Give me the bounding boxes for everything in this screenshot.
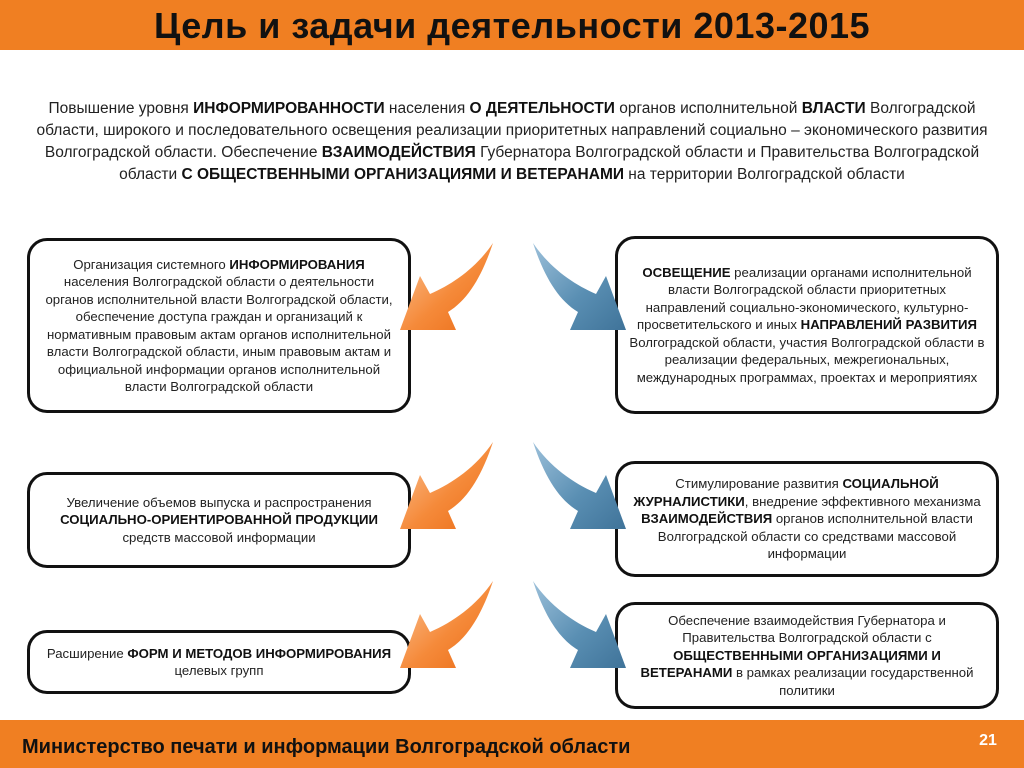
footer-ministry-name: Министерство печати и информации Волгоградской области	[22, 736, 631, 758]
body-text: , внедрение эффективного механизма	[744, 493, 981, 509]
body-text: Волгоградской области, участия Волгоградской области в реализации федеральных, межрегиональных, международных программах, проектах и мероприятиях	[629, 334, 985, 385]
body-text: Волгоградской области, широкого и последовательного освещения реализации приоритетных направлений социально – экономического развития Волгоградской области. Обеспечение	[36, 100, 988, 161]
emphasis-text: С ОБЩЕСТВЕННЫМИ ОРГАНИЗАЦИЯМИ И ВЕТЕРАНАМИ	[181, 166, 624, 183]
curved-arrow-left-icon	[400, 442, 493, 529]
emphasis-text: ВЗАИМОДЕЙСТВИЯ	[641, 511, 773, 527]
emphasis-text: ВЛАСТИ	[801, 100, 866, 117]
emphasis-text: О ДЕЯТЕЛЬНОСТИ	[469, 100, 615, 117]
body-text: в рамках реализации государственной политики	[732, 665, 974, 698]
emphasis-text: ОСВЕЩЕНИЕ	[642, 264, 731, 280]
emphasis-text: ИНФОРМИРОВАНИЯ	[229, 256, 365, 272]
slide-title: Цель и задачи деятельности 2013-2015	[153, 5, 871, 46]
curved-arrow-left-icon	[400, 581, 493, 668]
body-text: целевых групп	[174, 663, 264, 678]
body-text: Расширение	[46, 645, 128, 661]
body-text: Губернатора Волгоградской области и Правительства Волгоградской области	[119, 144, 980, 183]
body-text: Организация системного	[73, 256, 230, 272]
emphasis-text: СОЦИАЛЬНО-ОРИЕНТИРОВАННОЙ ПРОДУКЦИИ	[60, 512, 378, 528]
curved-arrow-right-icon	[533, 243, 626, 330]
emphasis-text: ВЗАИМОДЕЙСТВИЯ	[321, 144, 476, 161]
emphasis-text: ОБЩЕСТВЕННЫМИ ОРГАНИЗАЦИЯМИ И ВЕТЕРАНАМИ	[640, 647, 941, 681]
body-text: на территории Волгоградской области	[624, 166, 905, 183]
body-text: средств массовой информации	[122, 529, 316, 545]
curved-arrow-right-icon	[533, 442, 626, 529]
body-text: Увеличение объемов выпуска и распространения	[66, 494, 372, 510]
page-number: 21	[979, 732, 997, 749]
emphasis-text: СОЦИАЛЬНОЙ ЖУРНАЛИСТИКИ	[633, 476, 939, 509]
emphasis-text: НАПРАВЛЕНИЙ РАЗВИТИЯ	[800, 317, 978, 333]
body-text: населения	[384, 100, 470, 117]
body-text: органов исполнительной	[614, 100, 802, 117]
body-text: Стимулирование развития	[675, 476, 843, 492]
body-text: Обеспечение взаимодействия Губернатора и Правительства Волгоградской области с	[668, 612, 946, 646]
body-text: органов исполнительной власти Волгоградской области со средствами массовой информации	[657, 511, 973, 562]
body-text: Повышение уровня	[48, 100, 194, 117]
body-text: населения Волгоградской области о деятельности органов исполнительной власти Волгоградской области, обеспечение доступа граждан и организаций к нормативным правовым актам органов исполнительной власти Волгоградской области, иным правовым актам и официальной информации органов исполнительной власти Волгоградской области	[45, 274, 393, 394]
emphasis-text: ФОРМ И МЕТОДОВ ИНФОРМИРОВАНИЯ	[127, 645, 392, 661]
body-text: реализации органами исполнительной власти Волгоградской области приоритетных направлений социально-экономического, культурно-просветительского и иных	[636, 264, 972, 333]
curved-arrow-right-icon	[533, 581, 626, 668]
curved-arrow-left-icon	[400, 243, 493, 330]
emphasis-text: ИНФОРМИРОВАННОСТИ	[193, 100, 385, 117]
